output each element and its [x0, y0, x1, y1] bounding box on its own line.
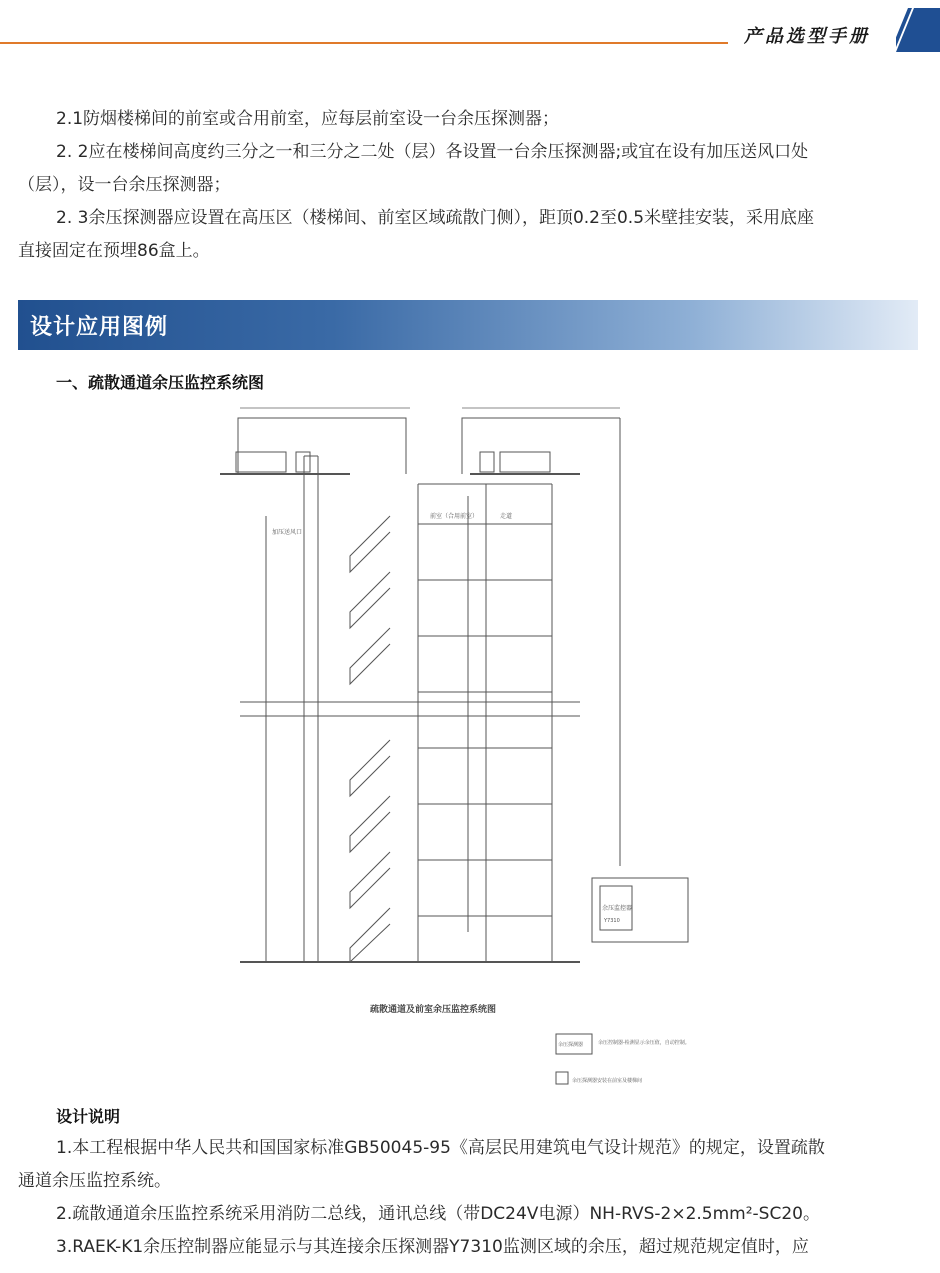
- header-rule: [0, 42, 728, 44]
- controller-model: Y7310: [604, 918, 620, 924]
- controller-label: 余压监控器: [602, 905, 633, 912]
- header-accent-shape: [896, 8, 940, 52]
- room-label: 前室（合用前室）: [430, 513, 479, 520]
- legend-box-label: 余压探测器: [558, 1042, 584, 1048]
- diagram-caption: 疏散通道及前室余压监控系统图: [370, 1005, 497, 1015]
- stair-label: 加压送风口: [272, 529, 303, 536]
- corridor-label: 走道: [500, 513, 513, 520]
- legend-p-text: 余压探测器安装在前室及楼梯间: [572, 1078, 643, 1084]
- diagram-heading: 一、疏散通道余压监控系统图: [56, 373, 265, 392]
- section-banner: [18, 300, 918, 350]
- design-note-1: 1.本工程根据中华人民共和国国家标准GB50045-95《高层民用建筑电气设计规范》的规定，设置疏散 通道余压监控系统。: [18, 1138, 825, 1191]
- design-note-2: 2.疏散通道余压监控系统采用消防二总线，通讯总线（带DC24V电源）NH-RVS-2×2.5mm²-SC20。: [56, 1204, 820, 1224]
- paragraph-2-1: 2.1防烟楼梯间的前室或合用前室，应每层前室设一台余压探测器；: [56, 109, 560, 129]
- design-notes-title: 设计说明: [56, 1107, 121, 1126]
- system-diagram: [200, 396, 760, 1100]
- banner-title: 设计应用图例: [30, 315, 169, 340]
- header-title: 产品选型手册: [744, 26, 870, 47]
- paragraph-2-2: 2. 2应在楼梯间高度约三分之一和三分之二处（层）各设置一台余压探测器;或宜在设有加压送风口处 （层），设一台余压探测器；: [18, 142, 809, 195]
- paragraph-2-3: 2. 3余压探测器应设置在高压区（楼梯间、前室区域疏散门侧），距顶0.2至0.5米壁挂安装，采用底座 直接固定在预埋86盒上。: [18, 208, 815, 261]
- design-note-3: 3.RAEK-K1余压控制器应能显示与其连接余压探测器Y7310监测区域的余压，超过规范规定值时，应: [56, 1237, 809, 1257]
- legend-text: 余压控制器-检测显示余压值，自动控制。: [598, 1040, 690, 1046]
